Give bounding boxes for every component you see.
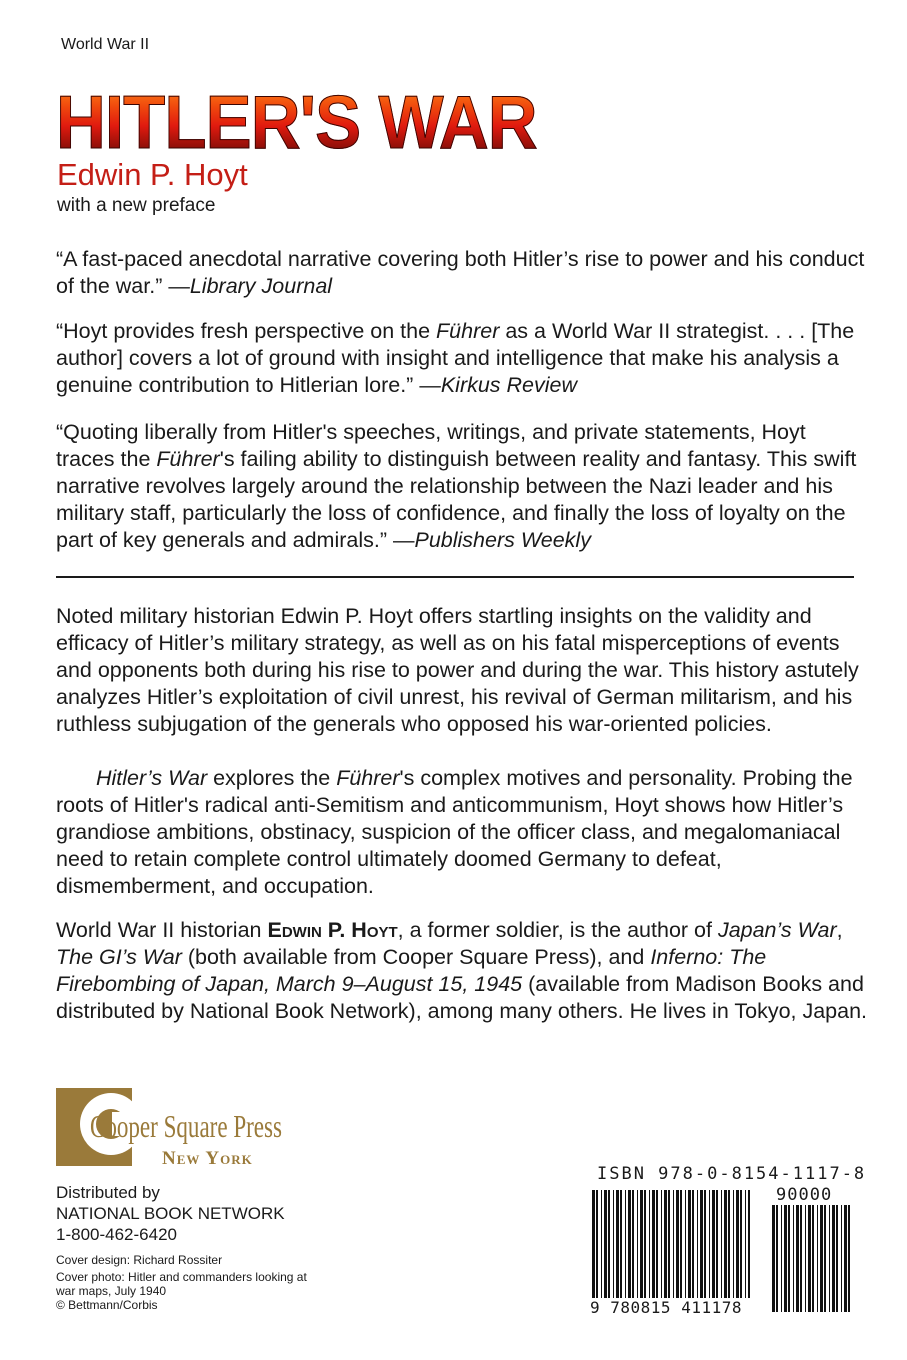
publisher-city: New York xyxy=(162,1148,253,1169)
cover-design-credit: Cover design: Richard Rossiter xyxy=(56,1253,223,1267)
preface-note: with a new preface xyxy=(57,195,216,216)
bio-author-name: Edwin P. Hoyt xyxy=(267,918,398,942)
divider-rule xyxy=(56,576,854,578)
cover-photo-credit: Cover photo: Hitler and commanders looking at war maps, July 1940 © Bettmann/Corbis xyxy=(56,1270,307,1312)
barcode-addon-icon xyxy=(772,1205,850,1312)
publisher-name: Cooper Square Press xyxy=(90,1108,282,1144)
author-bio: World War II historian Edwin P. Hoyt, a former soldier, is the author of Japan’s War, The GI’s War (both available from Cooper Square Press), and Inferno: The Firebombing of Japan, March 9–August 15, 1945 (available from Madison Books and distributed by National Book Network), among many others. He lives in Tokyo, Japan. xyxy=(56,918,868,1023)
blurb-source: Publishers Weekly xyxy=(414,528,591,552)
barcode-main-icon xyxy=(592,1190,750,1298)
distributor-name: NATIONAL BOOK NETWORK xyxy=(56,1204,285,1223)
blurb-publishers-weekly: “Quoting liberally from Hitler's speeches, writings, and private statements, Hoyt traces the Führer's failing ability to distinguish between reality and fantasy. This swift narrative revolves largely around the relationship between the Nazi leader and his military staff, particularly the loss of confidence, and finally the loss of loyalty on the part of key generals and admirals.” —Publishers Weekly xyxy=(56,420,857,552)
blurb-library-journal: “A fast-paced anecdotal narrative covering both Hitler’s rise to power and his conduct of the war.” —Library Journal xyxy=(56,247,865,298)
cover-credits xyxy=(56,1253,316,1315)
blurb-source: Kirkus Review xyxy=(440,373,578,397)
distributor-label: Distributed by xyxy=(56,1183,160,1202)
description-paragraph-2: Hitler’s War explores the Führer's complex motives and personality. Probing the roots of Hitler's radical anti-Semitism and anticommunism, Hoyt shows how Hitler’s grandiose ambitions, obstinacy, suspicion of the officer class, and megalomaniacal need to retain complete control ultimately doomed Germany to defeat, dismemberment, and occupation. xyxy=(56,766,853,898)
barcode-digits: 9 780815 411178 xyxy=(590,1298,742,1317)
blurb-source: Library Journal xyxy=(189,274,333,298)
category-label: World War II xyxy=(61,36,150,53)
barcode-addon-code: 90000 xyxy=(776,1185,833,1205)
book-title: HITLER'S WAR xyxy=(56,80,537,164)
author-name: Edwin P. Hoyt xyxy=(57,157,248,192)
distributor-info xyxy=(56,1182,285,1245)
isbn-label: ISBN 978-0-8154-1117-8 xyxy=(597,1164,867,1184)
distributor-phone: 1-800-462-6420 xyxy=(56,1225,177,1244)
description-paragraph-1: Noted military historian Edwin P. Hoyt offers startling insights on the validity and efficacy of Hitler’s military strategy, as well as on his fatal misperceptions of events and opponents both during his rise to power and during the war. This history astutely analyzes Hitler’s exploitation of civil unrest, his revival of German militarism, and his ruthless subjugation of the generals who opposed his war-oriented policies. xyxy=(56,604,859,736)
blurb-kirkus: “Hoyt provides fresh perspective on the Führer as a World War II strategist. . . . [The author] covers a lot of ground with insight and intelligence that make his analysis a genuine contribution to Hitlerian lore.” —Kirkus Review xyxy=(56,319,855,397)
